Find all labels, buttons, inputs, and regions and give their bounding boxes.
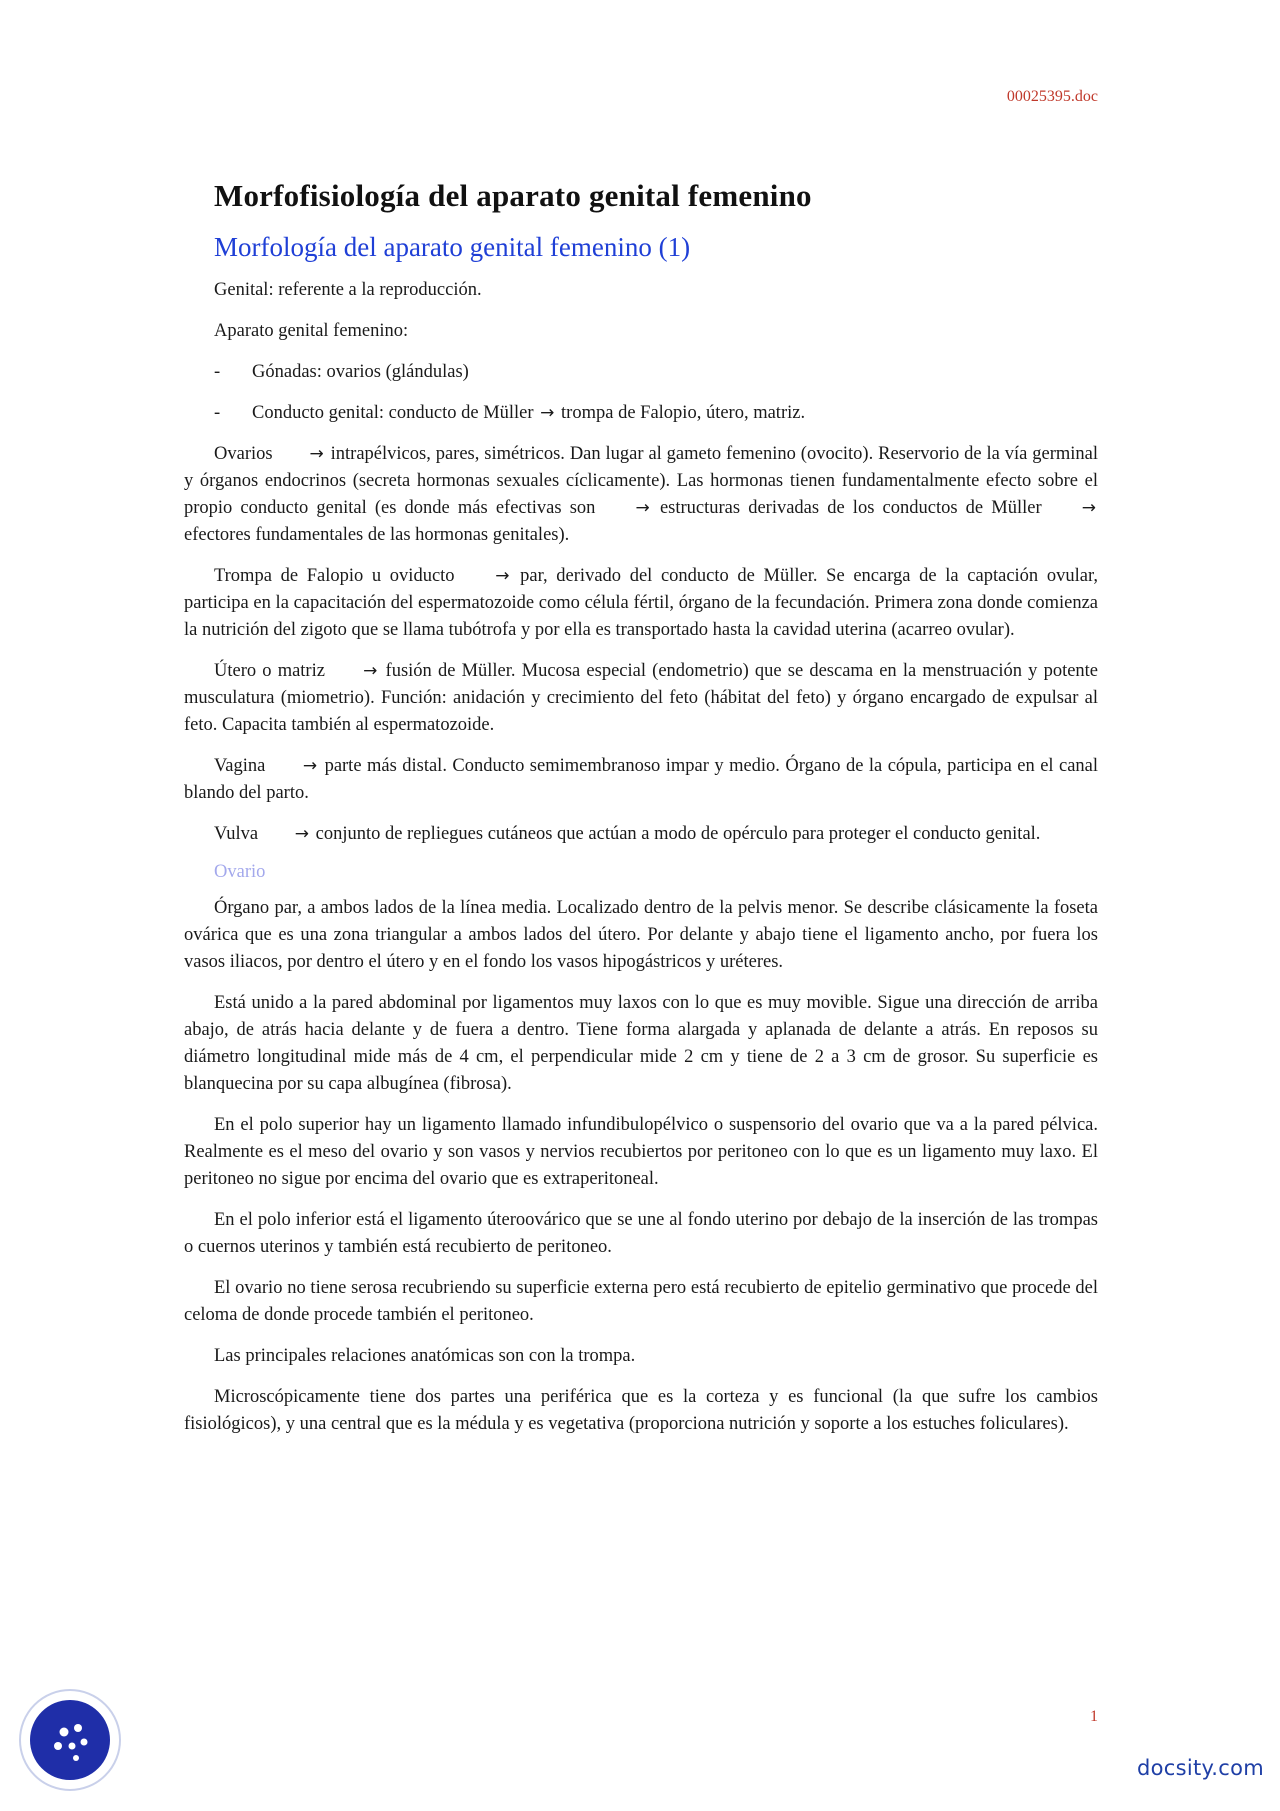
list-item <box>214 400 1098 427</box>
arrow-icon: → <box>495 566 510 586</box>
paragraph-genital: Genital: referente a la reproducción. <box>214 280 482 300</box>
docsity-logo-graphic <box>18 1688 122 1792</box>
list-item-text: trompa de Falopio, útero, matriz. <box>561 403 806 423</box>
list-item-text: Gónadas: ovarios (glándulas) <box>252 362 469 382</box>
document-title: Morfofisiología del aparato genital femenino <box>214 178 812 213</box>
arrow-icon: → <box>540 403 555 423</box>
paragraph-ovario-1: Órgano par, a ambos lados de la línea media. Localizado dentro de la pelvis menor. Se describe clásicamente la foseta ovárica que es una zona triangular a ambos lados del útero. Por delante y abajo tiene el ligamento ancho, por fuera los vasos iliacos, por dentro el útero y en el fondo los vasos hipogástricos y uréteres. <box>184 898 1098 972</box>
text: efectores fundamentales de las hormonas genitales). <box>184 525 570 545</box>
paragraph-ovario-5: El ovario no tiene serosa recubriendo su superficie externa pero está recubierto de epitelio germinativo que procede del celoma de donde procede también el peritoneo. <box>184 1278 1098 1325</box>
paragraph-vagina <box>184 753 1098 807</box>
dash-bullet: - <box>214 362 221 382</box>
list-item <box>214 359 1098 386</box>
text: par, derivado del conducto de Müller. Se encarga de la captación ovular, participa en la capacitación del espermatozoide como célula fértil, órgano de la fecundación. Primera zona donde comienza la nutrición del zigoto que se llama tubótrofa y por ella es transportado hasta la cavidad uterina (acarreo ovular). <box>184 566 1098 640</box>
paragraph-ovario-2: Está unido a la pared abdominal por ligamentos muy laxos con lo que es muy movible. Sigue una dirección de arriba abajo, de atrás hacia delante y de fuera a dentro. Tiene forma alargada y aplanada de delante a atrás. En reposos su diámetro longitudinal mide más de 4 cm, el perpendicular mide 2 cm y tiene de 2 a 3 cm de grosor. Su superficie es blanquecina por su capa albugínea (fibrosa). <box>184 993 1098 1094</box>
term: Trompa de Falopio u oviducto <box>214 566 455 586</box>
section-heading-ovario: Ovario <box>214 862 266 882</box>
paragraph-ovario-6: Las principales relaciones anatómicas son con la trompa. <box>214 1346 636 1366</box>
section-subtitle: Morfología del aparato genital femenino (1) <box>214 232 691 262</box>
paragraph-vulva <box>184 821 1098 848</box>
arrow-icon: → <box>635 498 650 518</box>
text: intrapélvicos, pares, simétricos. Dan lugar al gameto femenino (ovocito). Reservorio de la vía germinal y órganos endocrinos (secreta hormonas sexuales cíclicamente). Las hormonas tienen fundamentalmente efecto sobre el propio conducto genital (es donde más efectivas son <box>184 444 1099 518</box>
arrow-icon: → <box>363 661 378 681</box>
dash-list <box>214 359 1098 427</box>
paragraph-ovario-3: En el polo superior hay un ligamento llamado infundibulopélvico o suspensorio del ovario que va a la pared pélvica. Realmente es el meso del ovario y son vasos y nervios recubiertos por peritoneo con lo que es un ligamento muy laxo. El peritoneo no sigue por encima del ovario que es extraperitoneal. <box>184 1115 1098 1189</box>
text: fusión de Müller. Mucosa especial (endometrio) que se descama en la menstruación y potente musculatura (miometrio). Función: anidación y crecimiento del feto (hábitat del feto) y órgano encargado de expulsar al feto. Capacita también al espermatozoide. <box>184 661 1099 735</box>
paragraph-ovarios <box>184 441 1098 549</box>
arrow-icon: → <box>309 444 324 464</box>
dash-bullet: - <box>214 403 221 423</box>
term: Vulva <box>214 824 259 844</box>
paragraph-utero <box>184 658 1098 739</box>
docsity-logo-icon[interactable] <box>18 1688 122 1792</box>
paragraph-trompa <box>184 563 1098 644</box>
page-number: 1 <box>1090 1708 1098 1725</box>
term: Útero o matriz <box>214 661 325 681</box>
arrow-icon: → <box>302 756 318 776</box>
text: parte más distal. Conducto semimembranoso impar y medio. Órgano de la cópula, participa en el canal blando del parto. <box>184 756 1099 803</box>
document-filename: 00025395.doc <box>1006 88 1098 105</box>
term: Vagina <box>214 756 266 776</box>
arrow-icon: → <box>294 824 309 844</box>
arrow-icon: → <box>1081 498 1097 518</box>
text: conjunto de repliegues cutáneos que actúan a modo de opérculo para proteger el conducto genital. <box>315 824 1041 844</box>
docsity-brand-link[interactable]: docsity.com <box>1137 1756 1264 1780</box>
paragraph-ovario-4: En el polo inferior está el ligamento úteroovárico que se une al fondo uterino por debajo de la inserción de las trompas o cuernos uterinos y también está recubierto de peritoneo. <box>184 1210 1098 1257</box>
document-body <box>184 178 1098 1452</box>
term: Ovarios <box>214 444 273 464</box>
paragraph-ovario-7: Microscópicamente tiene dos partes una periférica que es la corteza y es funcional (la que sufre los cambios fisiológicos), y una central que es la médula y es vegetativa (proporciona nutrición y soporte a los estuches foliculares). <box>184 1387 1098 1434</box>
list-item-text: Conducto genital: conducto de Müller <box>252 403 534 423</box>
paragraph-aparato: Aparato genital femenino: <box>214 321 409 341</box>
text: estructuras derivadas de los conductos de Müller <box>659 498 1042 518</box>
